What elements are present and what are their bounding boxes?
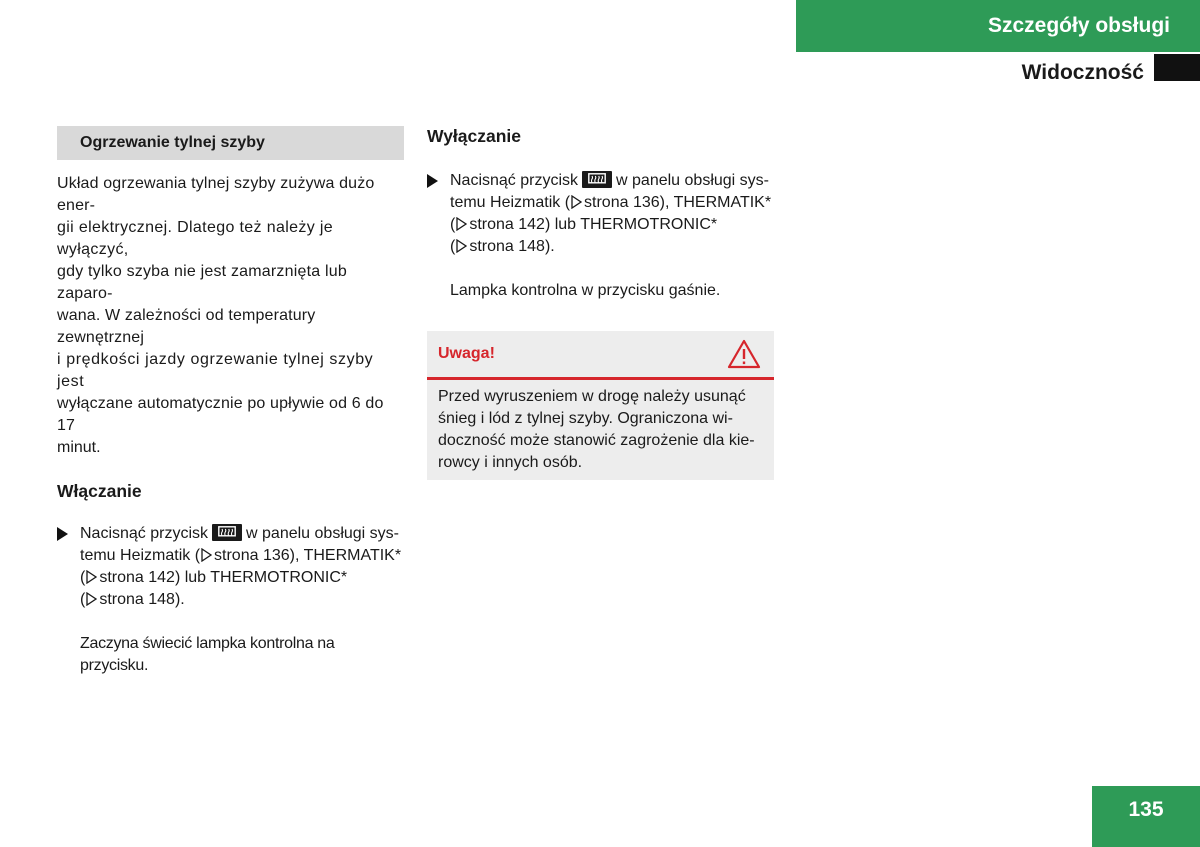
step-text: strona 148).	[469, 238, 555, 255]
page-reference-triangle-icon	[456, 217, 467, 231]
intro-line: gdy tylko szyba nie jest zamarznięta lub zaparo-	[57, 263, 347, 302]
step-text: temu Heizmatik (	[80, 547, 201, 564]
topic-box	[57, 126, 404, 160]
warning-line: śnieg i lód z tylnej szyby. Ograniczona wi-	[438, 410, 733, 427]
page-reference-triangle-icon	[571, 195, 582, 209]
warning-line: rowcy i innych osób.	[438, 454, 583, 471]
intro-line: minut.	[57, 439, 101, 456]
section-title: Szczegóły obsługi	[987, 14, 1170, 37]
page-number	[1092, 786, 1200, 847]
subsection-marker	[1154, 54, 1200, 81]
topic-title: Ogrzewanie tylnej szyby	[80, 134, 265, 151]
step-text: strona 148).	[99, 591, 185, 608]
warning-header	[427, 331, 774, 380]
warning-line: doczność może stanowić zagrożenie dla kie-	[438, 432, 755, 449]
off-heading: Wyłączanie	[427, 126, 522, 146]
warning-box	[427, 331, 774, 480]
intro-paragraph	[57, 173, 404, 459]
page-number-text: 135	[1128, 798, 1164, 821]
page-reference-triangle-icon	[201, 548, 212, 562]
step-text: (	[80, 569, 86, 586]
warning-text	[427, 380, 774, 480]
left-column	[57, 126, 404, 677]
intro-line: wyłączane automatycznie po upływie od 6 do 17	[57, 395, 384, 434]
warning-title: Uwaga!	[438, 345, 495, 362]
on-step	[57, 523, 404, 611]
step-text: strona 136), THERMATIK*	[584, 194, 772, 211]
intro-line: Układ ogrzewania tylnej szyby zużywa dużo ener-	[57, 175, 375, 214]
step-text: (	[80, 591, 86, 608]
step-text: (	[450, 238, 456, 255]
right-column	[427, 121, 774, 480]
step-text: temu Heizmatik (	[450, 194, 571, 211]
step-text: w panelu obsługi sys-	[246, 525, 399, 542]
on-result: Zaczyna świecić lampka kontrolna na przycisku.	[80, 635, 335, 674]
intro-line: gii elektrycznej. Dlatego też należy je wyłączyć,	[57, 219, 334, 258]
subsection-title: Widoczność	[1021, 61, 1144, 84]
on-heading: Włączanie	[57, 481, 142, 501]
step-text: strona 142) lub THERMOTRONIC*	[99, 569, 348, 586]
off-result: Lampka kontrolna w przycisku gaśnie.	[450, 282, 721, 299]
intro-line: i prędkości jazdy ogrzewanie tylnej szyby jest	[57, 351, 374, 390]
step-text: strona 136), THERMATIK*	[214, 547, 402, 564]
section-tab	[796, 0, 1200, 52]
warning-line: Przed wyruszeniem w drogę należy usunąć	[438, 388, 746, 405]
step-text: Nacisnąć przycisk	[450, 172, 579, 189]
rear-window-defrost-icon	[582, 171, 612, 188]
step-text: strona 142) lub THERMOTRONIC*	[469, 216, 718, 233]
page-reference-triangle-icon	[86, 570, 97, 584]
warning-triangle-icon	[727, 339, 761, 369]
rear-window-defrost-icon	[212, 524, 242, 541]
page-reference-triangle-icon	[86, 592, 97, 606]
step-text: Nacisnąć przycisk	[80, 525, 209, 542]
off-step	[427, 170, 774, 258]
page-reference-triangle-icon	[456, 239, 467, 253]
step-arrow-icon	[427, 174, 438, 188]
step-text: (	[450, 216, 456, 233]
intro-line: wana. W zależności od temperatury zewnętrznej	[57, 307, 316, 346]
step-text: w panelu obsługi sys-	[616, 172, 769, 189]
step-arrow-icon	[57, 527, 68, 541]
